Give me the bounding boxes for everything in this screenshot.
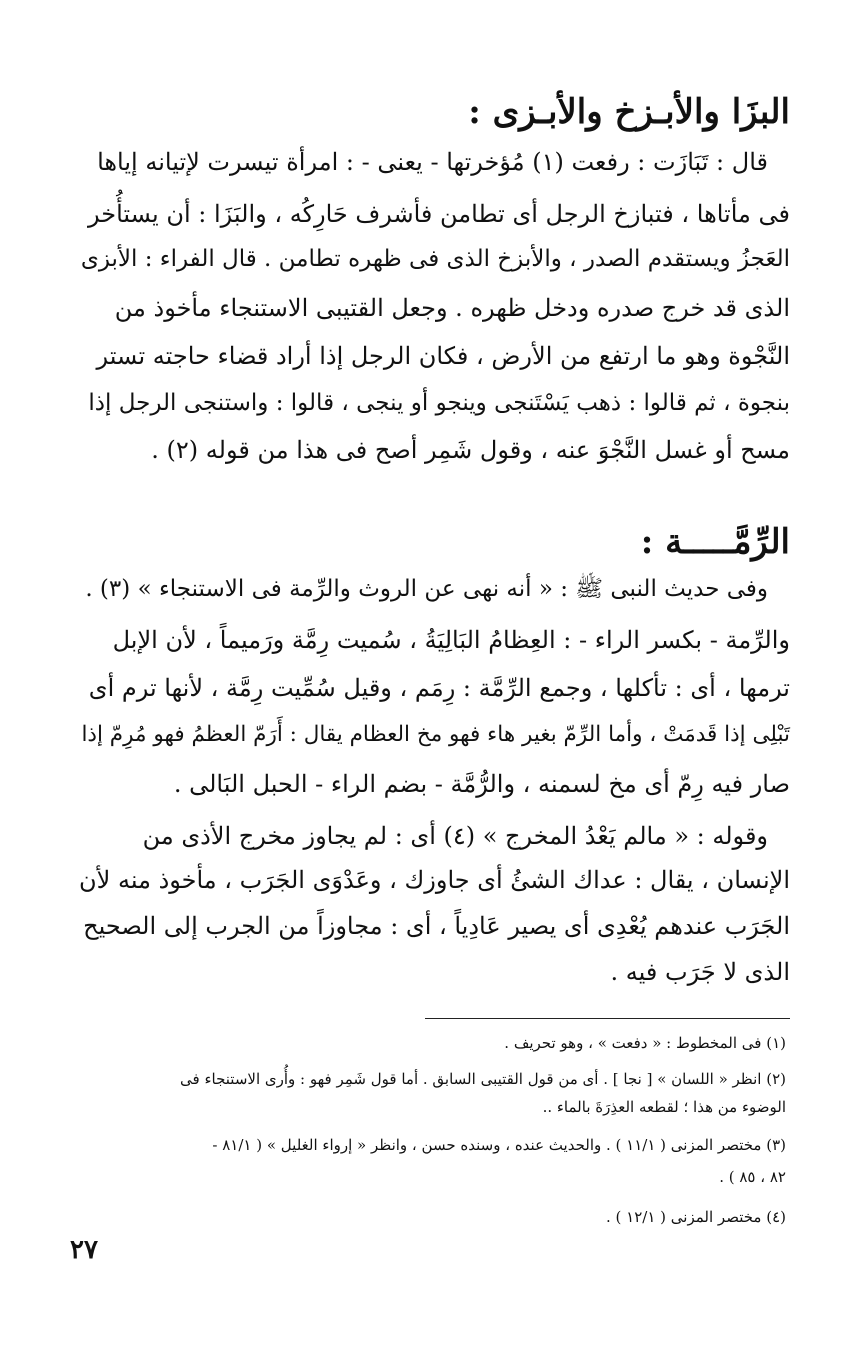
text-line: فى مأتاها ، فتبازخ الرجل أى تطامن فأشرف حَارِكُه ، والبَزَا : أن يستأُخر	[88, 200, 790, 228]
section-heading-rimma: الرِّمَّـــــة :	[640, 522, 790, 562]
text-line: الذى لا جَرَب فيه .	[610, 958, 790, 986]
text-line: ترمها ، أى : تأكلها ، وجمع الرِّمَّة : رِمَم ، وقيل سُمِّيت رِمَّة ، لأنها ترم أى	[88, 674, 790, 702]
text-line: الذى قد خرج صدره ودخل ظهره . وجعل القتيبى الاستنجاء مأخوذ من	[114, 294, 790, 322]
text-line: الإنسان ، يقال : عداك الشئُ أى جاوزك ، وعَدْوَى الجَرَب ، مأخوذ منه لأن	[79, 866, 790, 894]
text-line: والرِّمة - بكسر الراء - : العِظامُ البَالِيَةُ ، سُميت رِمَّة ورَميماً ، لأن الإبل	[112, 626, 790, 654]
text-line: وقوله : « مالم يَعْدُ المخرج » (٤) أى : لم يجاوز مخرج الأذى من	[142, 822, 768, 850]
text-line: تَبْلِى إذا قَدمَتْ ، وأما الرِّمّ بغير هاء فهو مخ العظام يقال : أَرَمّ العظمُ فهو مُرِمّ إذا	[81, 722, 790, 747]
footnote-2-continuation: الوضوء من هذا ؛ لقطعه العذِرَةَ بالماء ..	[542, 1098, 786, 1116]
footnote-4: (٤) مختصر المزنى ( ١٢/١ ) .	[606, 1208, 786, 1226]
page-number: ٢٧	[70, 1235, 98, 1265]
text-line: قال : تَبَازَت : رفعت (١) مُؤخرتها - يعنى - : امرأة تيسرت لإتيانه إياها	[97, 148, 768, 176]
footnote-3-continuation: ٨٢ ، ٨٥ ) .	[719, 1168, 786, 1186]
footnote-2: (٢) انظر « اللسان » [ نجا ] . أى من قول القتيبى السابق . أما قول شَمِر فهو : وأُرى الاستنجاء فى	[180, 1070, 786, 1088]
section-heading-bazaa: البزَا والأبـزخ والأبـزى :	[468, 92, 790, 132]
footnote-separator	[425, 1018, 790, 1019]
text-line: مسح أو غسل النَّجْوَ عنه ، وقول شَمِر أصح فى هذا من قوله (٢) .	[151, 436, 790, 464]
text-line: العَجزُ ويستقدم الصدر ، والأبزخ الذى فى ظهره تطامن . قال الفراء : الأبزى	[80, 246, 790, 272]
text-line: الجَرَب عندهم يُعْدِى أى يصير عَادِياً ، أى : مجاوزاً من الجرب إلى الصحيح	[83, 912, 790, 940]
text-line: وفى حديث النبى ﷺ : « أنه نهى عن الروث والرِّمة فى الاستنجاء » (٣) .	[85, 576, 768, 602]
text-line: بنجوة ، ثم قالوا : ذهب يَسْتَنجى وينجو أو ينجى ، قالوا : واستنجى الرجل إذا	[88, 390, 790, 416]
text-line: صار فيه رِمّ أى مخ لسمنه ، والرُّمَّة - بضم الراء - الحبل البَالى .	[173, 770, 790, 798]
footnote-3: (٣) مختصر المزنى ( ١١/١ ) . والحديث عنده ، وسنده حسن ، وانظر « إرواء الغليل » ( ٨١/١ -	[212, 1136, 786, 1154]
footnote-1: (١) فى المخطوط : « دفعت » ، وهو تحريف .	[504, 1034, 786, 1052]
text-line: النَّجْوة وهو ما ارتفع من الأرض ، فكان الرجل إذا أراد قضاء حاجته تستر	[96, 342, 790, 370]
